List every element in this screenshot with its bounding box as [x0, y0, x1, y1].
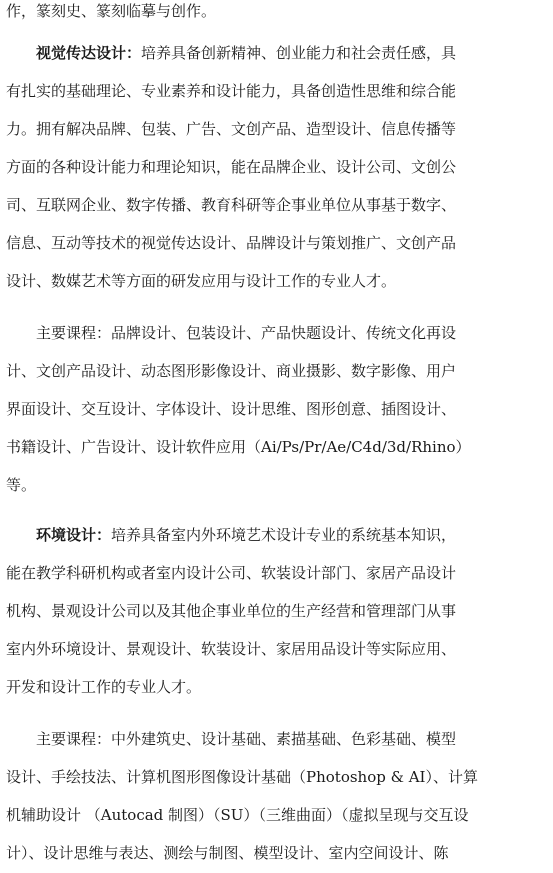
visual-desc-line: 信息、互动等技术的视觉传达设计、品牌设计与策划推广、文创产品	[6, 234, 457, 252]
visual-desc-line: 有扎实的基础理论、专业素养和设计能力，具备创造性思维和综合能	[6, 82, 457, 100]
visual-desc-line: 方面的各种设计能力和理论知识，能在品牌企业、设计公司、文创公	[6, 158, 457, 176]
environment-courses-line: 设计、手绘技法、计算机图形图像设计基础（Photoshop & AI）、计算	[6, 768, 478, 786]
visual-courses-line: 界面设计、交互设计、字体设计、设计思维、图形创意、插图设计、	[6, 400, 457, 418]
environment-desc-line: 机构、景观设计公司以及其他企事业单位的生产经营和管理部门从事	[6, 602, 457, 620]
environment-courses-line: 主要课程：中外建筑史、设计基础、素描基础、色彩基础、模型	[36, 730, 457, 748]
visual-courses-line: 主要课程：品牌设计、包装设计、产品快题设计、传统文化再设	[36, 324, 457, 342]
environment-desc-line: 室内外环境设计、景观设计、软装设计、家居用品设计等实际应用、	[6, 640, 457, 658]
environment-desc-line: 培养具备室内外环境艺术设计专业的系统基本知识，	[111, 526, 457, 544]
environment-desc-line: 开发和设计工作的专业人才。	[6, 678, 202, 696]
visual-courses-line: 书籍设计、广告设计、设计软件应用（Ai/Ps/Pr/Ae/C4d/3d/Rhino）	[6, 438, 471, 456]
visual-desc-line: 设计、数媒艺术等方面的研发应用与设计工作的专业人才。	[6, 272, 397, 290]
environment-section-first-line	[36, 516, 549, 554]
visual-desc-line: 司、互联网企业、数字传播、教育科研等企事业单位从事基于数字、	[6, 196, 457, 214]
intro-tail-line: 作，篆刻史、篆刻临摹与创作。	[6, 2, 217, 20]
visual-section-first-line	[36, 34, 549, 72]
visual-desc-line: 力。拥有解决品牌、包装、广告、文创产品、造型设计、信息传播等	[6, 120, 457, 138]
environment-courses-line: 计）、设计思维与表达、测绘与制图、模型设计、室内空间设计、陈	[6, 844, 449, 862]
visual-heading: 视觉传达设计：	[36, 44, 142, 62]
visual-desc-line: 培养具备创新精神、创业能力和社会责任感，具	[141, 44, 457, 62]
visual-courses-line: 计、文创产品设计、动态图形影像设计、商业摄影、数字影像、用户	[6, 362, 457, 380]
environment-desc-line: 能在教学科研机构或者室内设计公司、软装设计部门、家居产品设计	[6, 564, 457, 582]
environment-heading: 环境设计：	[36, 526, 112, 544]
visual-courses-line: 等。	[6, 476, 37, 494]
environment-courses-line: 机辅助设计 （Autocad 制图）（SU）（三维曲面）（虚拟呈现与交互设	[6, 806, 469, 824]
